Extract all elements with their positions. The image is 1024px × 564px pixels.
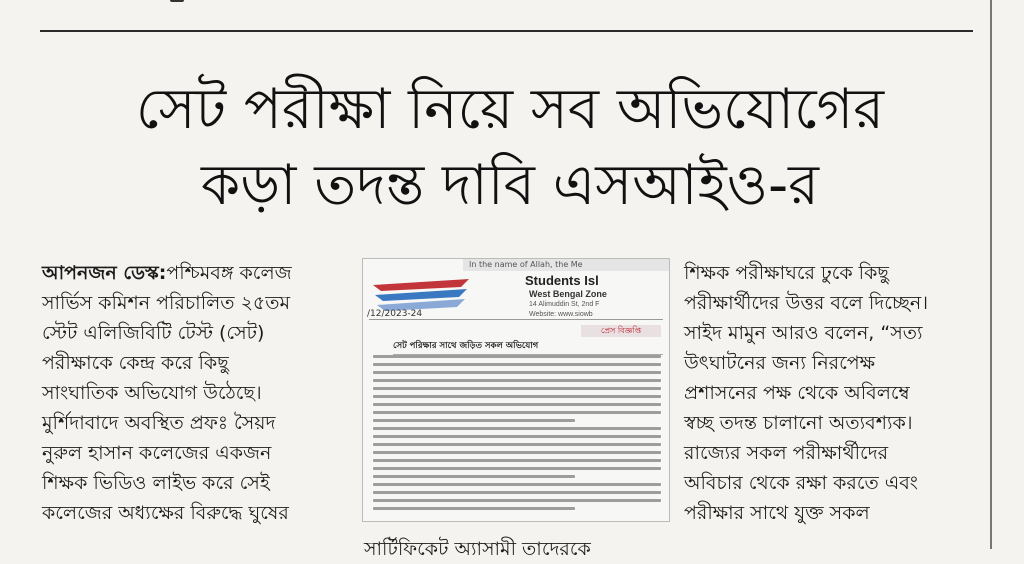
article-line: সার্ভিস কমিশন পরিচালিত ২৫তম [42, 292, 291, 314]
headline-line-2: কড়া তদন্ত দাবি এসআইও-র [201, 153, 819, 218]
article-line: উৎঘাটনের জন্য নিরপেক্ষ [684, 352, 876, 374]
headline-line-1: সেট পরীক্ষা নিয়ে সব অভিযোগের [135, 77, 885, 142]
press-release-image [362, 258, 670, 522]
article-line: রাজ্যের সকল পরীক্ষার্থীদের [684, 442, 889, 464]
article-line: মুর্শিদাবাদে অবস্থিত প্রফঃ সৈয়দ [42, 412, 276, 434]
article-line: পরীক্ষার্থীদের উত্তর বলে দিচ্ছেন। [684, 292, 928, 314]
press-release-subject: সেট পরিক্ষার সাথে জড়িত সকল অভিযোগ [393, 339, 663, 355]
press-release-date: /12/2023-24 [367, 309, 423, 319]
masthead-fragment [170, 0, 184, 2]
article-continuation-fragment: সার্টিফিকেট অ্যাসামী তাদেরকে [364, 538, 591, 560]
top-divider [40, 30, 973, 32]
article-paragraph [42, 258, 342, 528]
article-line: অবিচার থেকে রক্ষা করতে এবং [684, 472, 918, 494]
article-line: সাংঘাতিক অভিযোগ উঠেছে। [42, 382, 262, 404]
article-line: পরীক্ষার সাথে যুক্ত সকল [684, 502, 870, 524]
right-divider [990, 0, 992, 549]
press-release-tag: প্রেস বিজ্ঞপ্তি [581, 325, 661, 337]
article-line: পশ্চিমবঙ্গ কলেজ [166, 262, 292, 284]
article-line: প্রশাসনের পক্ষ থেকে অবিলম্বে [684, 382, 910, 404]
headline [60, 72, 960, 224]
organization-website: Website: www.siowb [529, 311, 593, 318]
article-line: স্টেট এলিজিবিটি টেস্ট (সেট) [42, 322, 265, 344]
dateline: আপনজন ডেস্ক: [42, 262, 167, 284]
organization-name: Students Isl [525, 273, 599, 288]
article-line: সাইদ মামুন আরও বলেন, “সত্য [684, 322, 923, 344]
organization-zone: West Bengal Zone [529, 289, 607, 299]
article-left-column [42, 258, 342, 528]
press-release-body [373, 355, 661, 515]
organization-address: 14 Alimuddin St, 2nd F [529, 301, 600, 308]
article-line: শিক্ষক ভিডিও লাইভ করে সেই [42, 472, 270, 494]
article-line: নুরুল হাসান কলেজের একজন [42, 442, 272, 464]
article-line: শিক্ষক পরীক্ষাঘরে ঢুকে কিছু [684, 262, 889, 284]
press-release-divider [369, 319, 663, 320]
article-paragraph [684, 258, 974, 528]
press-release-header: In the name of Allah, the Me [463, 259, 669, 271]
article-right-column [684, 258, 974, 528]
article-line: স্বচ্ছ তদন্ত চালানো অত্যবশ্যক। [684, 412, 913, 434]
article-line: কলেজের অধ্যক্ষের বিরুদ্ধে ঘুষের [42, 502, 289, 524]
article-line: পরীক্ষাকে কেন্দ্র করে কিছু [42, 352, 229, 374]
